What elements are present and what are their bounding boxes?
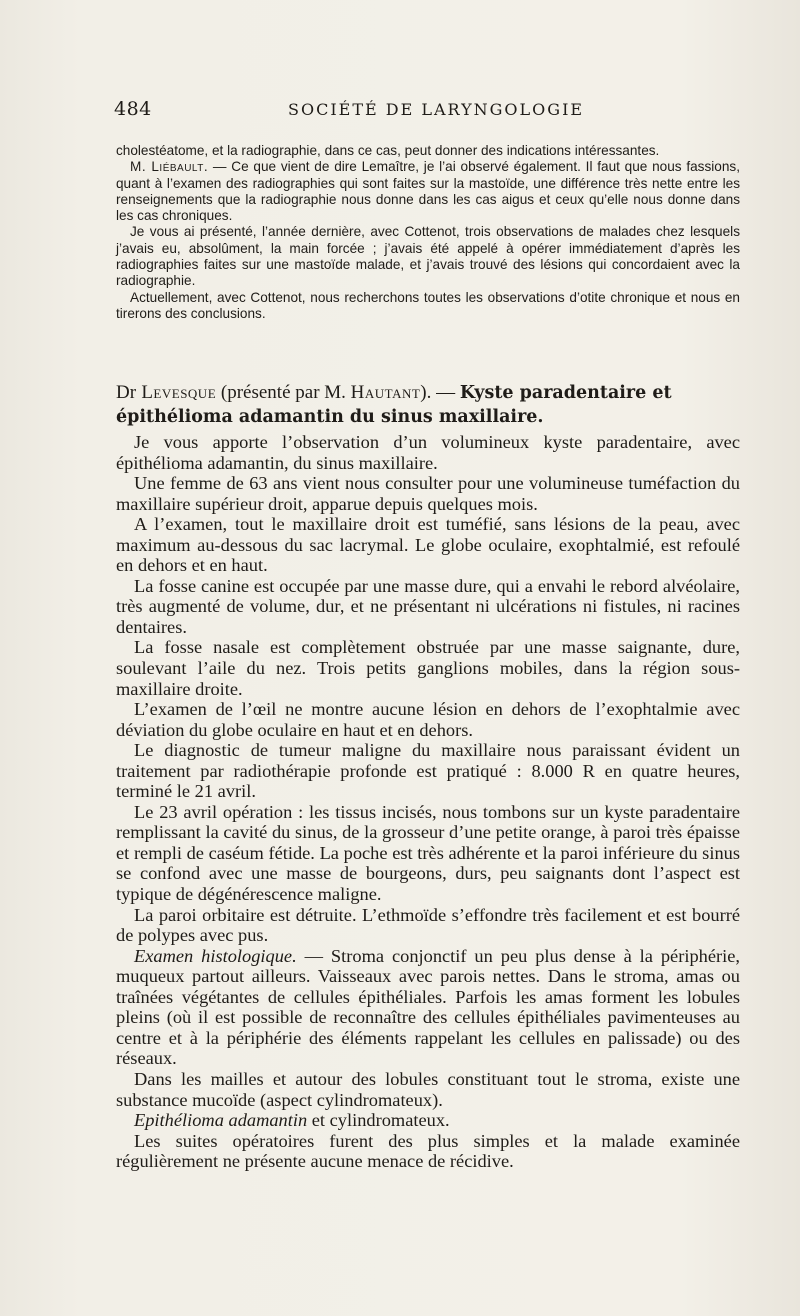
diagnosis-label: Epithélioma adamantin — [134, 1110, 308, 1131]
discussion-paragraph — [116, 159, 740, 224]
discussion-paragraph: Je vous ai présenté, l’année dernière, avec Cottenot, trois observations de malades chez lesquels j’avais eu, absolûment, la main forcée ; j’avais été appelé à opérer immédiatement d’après les radiographies faites sur une mastoïde malade, et j’avais trouvé des lésions qui concordaient avec la radiographie. — [116, 224, 740, 289]
author-name: Levesque — [136, 382, 217, 403]
body-paragraph: La fosse nasale est complètement obstruée par une masse saignante, dure, soulevant l’aile du nez. Trois petits ganglions mobiles, dans la région sous-maxillaire droite. — [116, 637, 740, 699]
discussion-paragraph: Actuellement, avec Cottenot, nous recherchons toutes les observations d’otite chronique et nous en tirerons des conclusions. — [116, 289, 740, 321]
author-prefix: Dr — [116, 382, 137, 403]
presented-close: ). — — [420, 382, 460, 403]
body-paragraph: Je vous apporte l’observation d’un volumineux kyste paradentaire, avec épithélioma adamantin, du sinus maxillaire. — [116, 432, 740, 473]
article-body — [116, 432, 740, 1172]
running-head: SOCIÉTÉ DE LARYNGOLOGIE — [288, 100, 585, 119]
discussion-paragraph: cholestéatome, et la radiographie, dans ce cas, peut donner des indications intéressantes. — [116, 143, 660, 158]
histology-text: — Stroma conjonctif un peu plus dense à la périphérie, muqueux partout ailleurs. Vaisseaux avec parois nettes. Dans le stroma, amas ou traînées végétantes de cellules épithéliales. Parfois les amas forment les lobules pleins (où il est possible de reconnaître des cellules épithéliales pavimenteuses au centre et à la périphérie des éléments rappelant les cellules en palissade) ou des réseaux. — [116, 945, 740, 1069]
body-paragraph: La fosse canine est occupée par une masse dure, qui a envahi le rebord alvéolaire, très augmenté de volume, dur, et ne présentant ni ulcérations ni fistules, ni racines dentaires. — [116, 575, 740, 637]
body-paragraph: Le 23 avril opération : les tissus incisés, nous tombons sur un kyste paradentaire remplissant la cavité du sinus, de la grosseur d’une petite orange, à paroi très épaisse et rempli de caséum fétide. La poche est très adhérente et la paroi inférieure du sinus se confond avec une masse de bourgeons, durs, peu saignants dont l’aspect est typique de dégénérescence maligne. — [116, 801, 740, 905]
body-paragraph: L’examen de l’œil ne montre aucune lésion en dehors de l’exophtalmie avec déviation du globe oculaire en haut et en dehors. — [116, 699, 740, 740]
body-paragraph: Une femme de 63 ans vient nous consulter pour une volumineuse tuméfaction du maxillaire supérieur droit, apparue depuis quelques mois. — [116, 473, 740, 514]
diagnosis-text: et cylindromateux. — [307, 1110, 450, 1131]
histology-label: Examen histologique. — [134, 945, 297, 966]
body-paragraph: La paroi orbitaire est détruite. L’ethmoïde s’effondre très facilement et est bourré de polypes avec pus. — [116, 904, 740, 946]
presenter-name: Hautant — [350, 382, 421, 403]
body-paragraph — [116, 1110, 740, 1131]
body-paragraph: Dans les mailles et autour des lobules constituant tout le stroma, existe une substance mucoïde (aspect cylindromateux). — [116, 1068, 740, 1110]
body-paragraph: Le diagnostic de tumeur maligne du maxillaire nous paraissant évident un traitement par radiothérapie profonde est pratiqué : 8.000 R en quatre heures, terminé le 21 avril. — [116, 740, 740, 802]
speaker-name: M. Liébault. — [130, 159, 209, 175]
section-heading — [116, 381, 740, 429]
discussion-block — [116, 143, 740, 322]
body-paragraph: A l’examen, tout le maxillaire droit est tuméfié, sans lésions de la peau, avec maximum au-dessous du sac lacrymal. Le globe oculaire, exophtalmié, est refoulé en dehors et en haut. — [116, 514, 740, 576]
speaker-text: — Ce que vient de dire Lemaître, je l’ai observé également. Il faut que nous fassions, quant à l’examen des radiographies qui sont faites sur la mastoïde, une différence très nette entre les renseignements que la radiographie nous donne dans les cas aigus et ceux qu’elle nous donne dans les cas chroniques. — [116, 159, 740, 224]
section-title: Kyste paradentaire et épithélioma adamantin du sinus maxillaire. — [116, 383, 672, 427]
body-paragraph — [116, 946, 740, 1069]
body-paragraph: Les suites opératoires furent des plus simples et la malade examinée régulièrement ne présente aucune menace de récidive. — [116, 1130, 740, 1172]
page-header — [114, 98, 768, 126]
page-number: 484 — [114, 98, 152, 120]
presented-by: (présenté par M. — [216, 382, 351, 403]
